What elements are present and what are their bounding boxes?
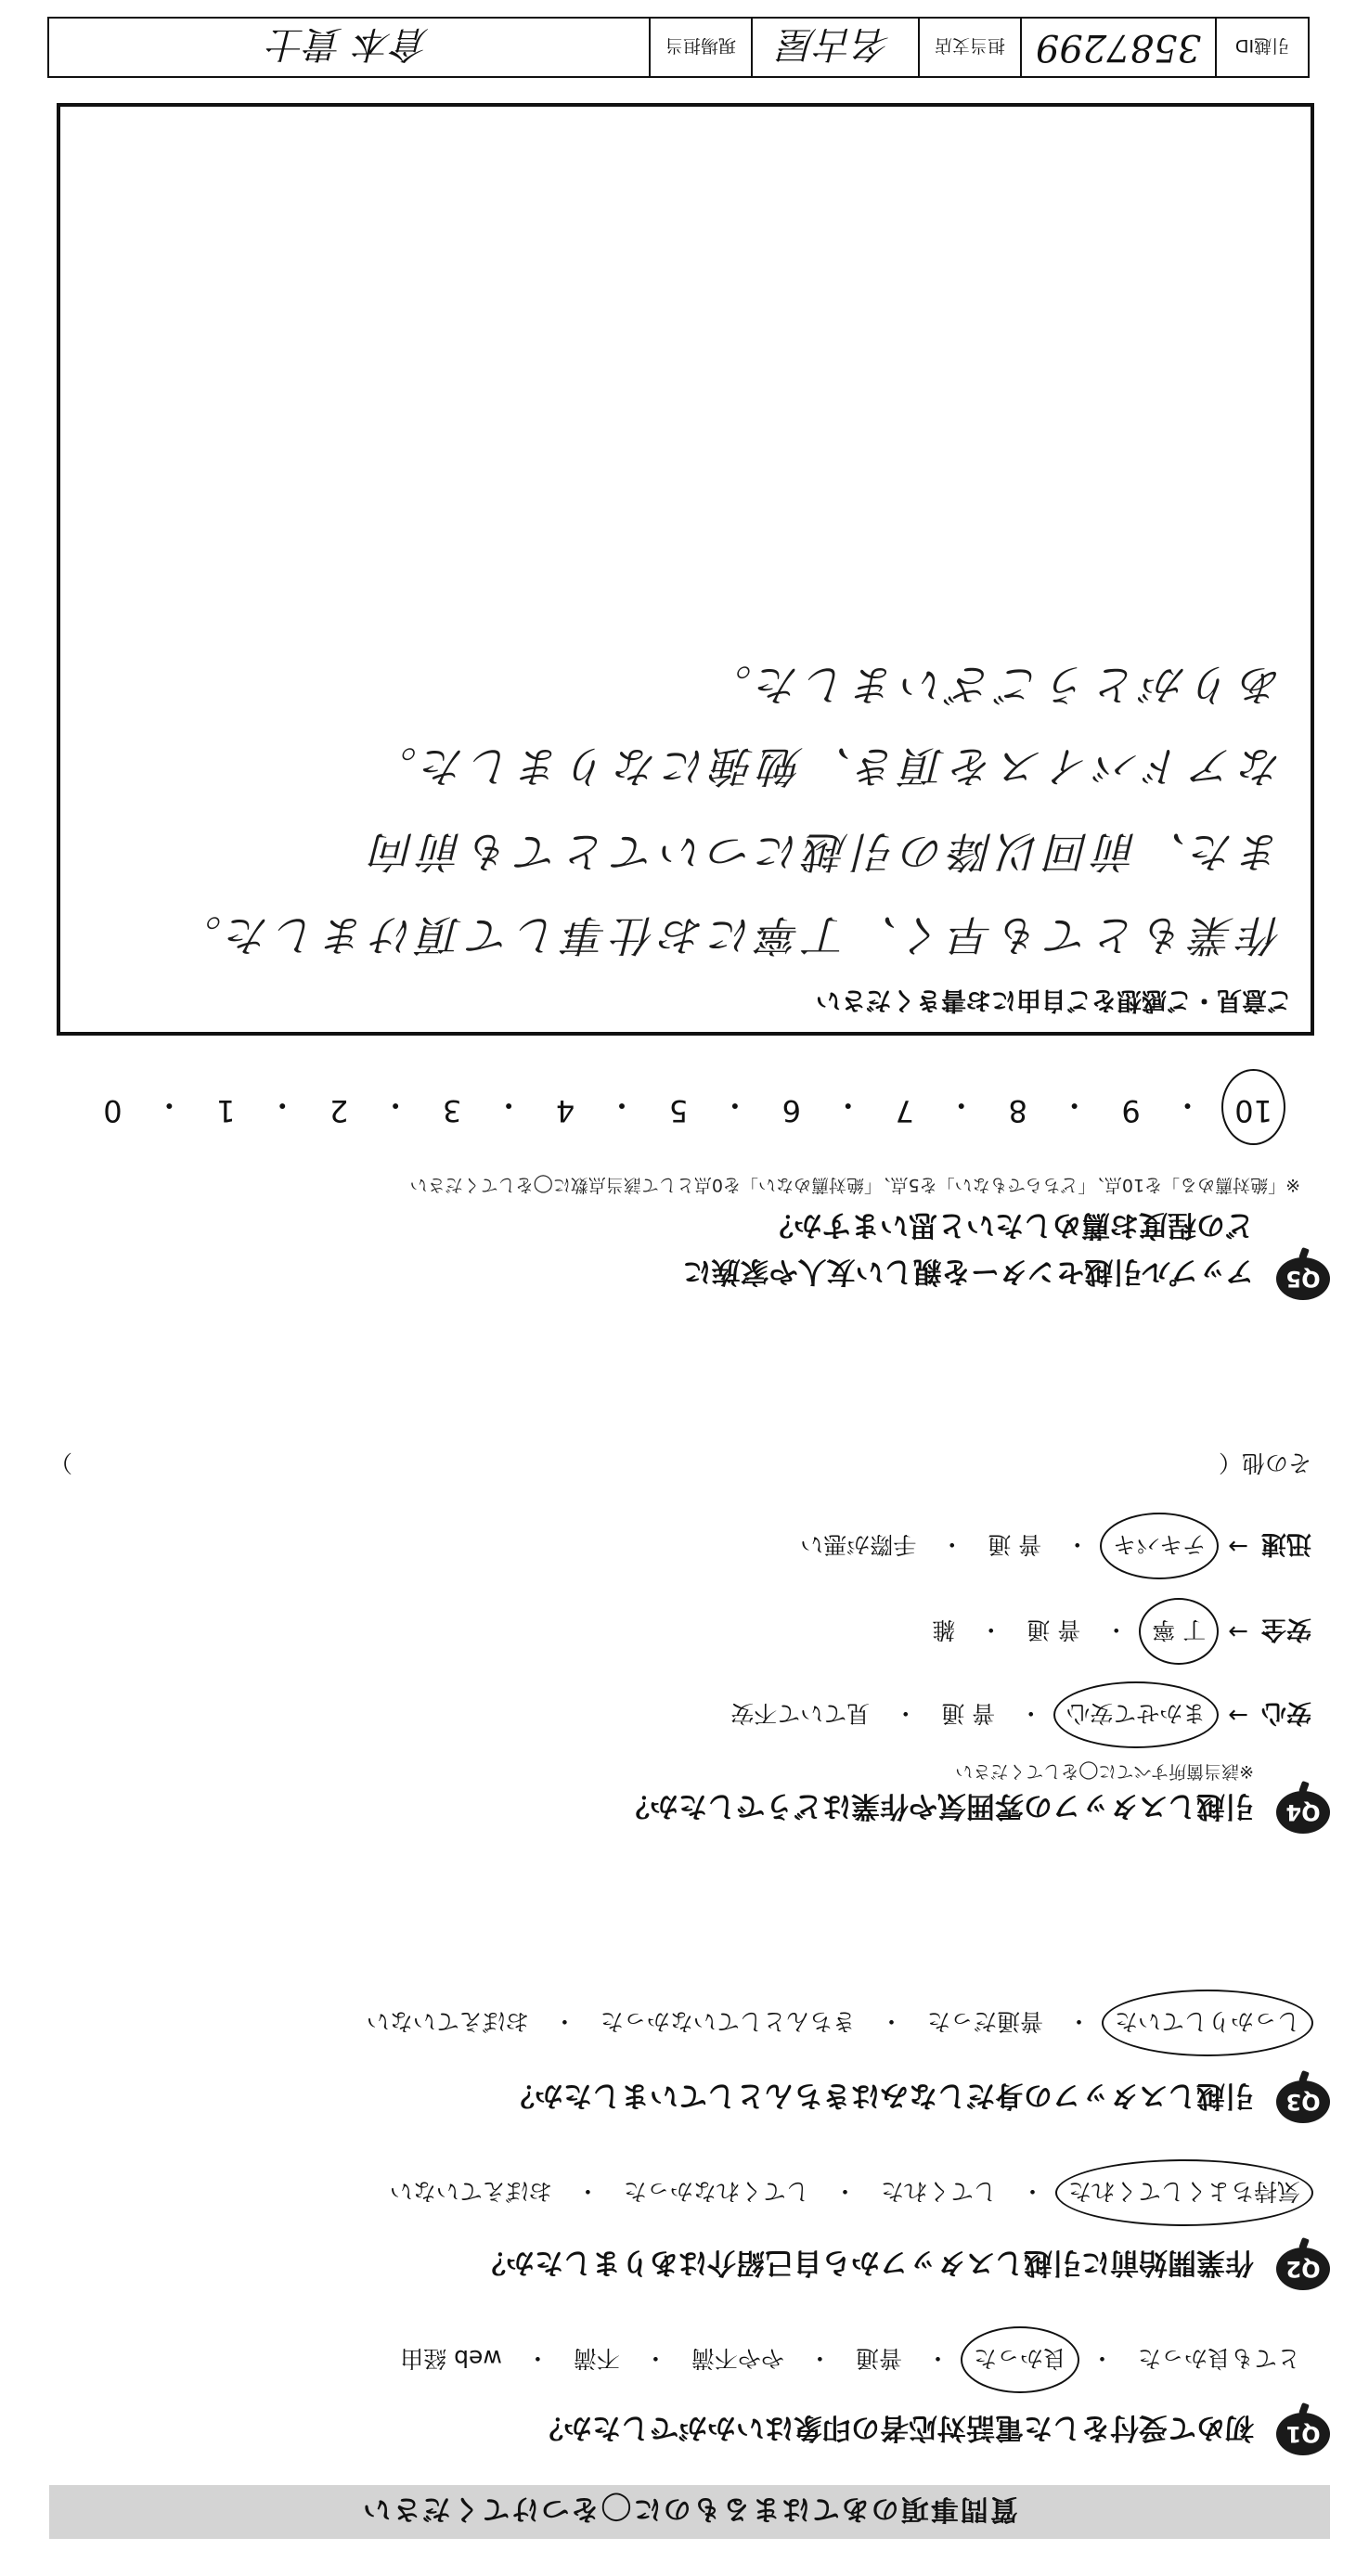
q4-row-label: 安全 xyxy=(1261,1615,1311,1643)
scale-option-selected[interactable]: 10 xyxy=(1234,1086,1272,1128)
q1-option[interactable]: 普通 xyxy=(855,2345,902,2372)
scale-option[interactable]: 9 xyxy=(1121,1093,1141,1128)
q2-option[interactable]: おぼえていない xyxy=(389,2178,552,2205)
scale-option[interactable]: 4 xyxy=(555,1093,575,1128)
q3-options: しっかりしていた ・ 普通だった ・ きちんとしていなかった ・ おぼえていない xyxy=(367,2006,1300,2040)
scale-option[interactable]: 0 xyxy=(103,1093,123,1128)
q2-options: 気持ちよくしてくれた ・ してくれた ・ してくれなかった ・ おぼえていない xyxy=(390,2176,1300,2209)
comment-line: なアドバイスを頂き、勉強になりました。 xyxy=(368,741,1283,792)
scale-option[interactable]: 3 xyxy=(442,1093,462,1128)
q3-badge: Q3 xyxy=(1276,2080,1330,2123)
q2-question: 作業開始前に引越しスタッフから自己紹介はありましたか？ xyxy=(477,2246,1254,2279)
branch-value-cell xyxy=(751,19,918,76)
leader-value-cell xyxy=(49,19,649,76)
q5-question-line2: どの程度お薦めしたいと思いますか？ xyxy=(765,1208,1254,1242)
scale-option[interactable]: 5 xyxy=(668,1093,689,1128)
q4-other-row xyxy=(49,1448,1311,1481)
id-label-cell xyxy=(1215,19,1308,76)
q5-scale: 10 ・ 9 ・ 8 ・ 7 ・ 6 ・ 5 ・ 4 ・ 3 ・ 2 ・ 1 ・ 0 xyxy=(103,1088,1272,1128)
q4-row-anzen: 安全 → 丁 寧 ・ 普 通 ・ 雑 xyxy=(932,1614,1311,1650)
q1-option[interactable]: web 経由 xyxy=(400,2345,502,2372)
arrow-icon: → xyxy=(1228,1617,1248,1646)
leader-value: 倉本 貴士 xyxy=(268,22,430,66)
comment-line: ありがとうございました。 xyxy=(704,660,1283,710)
q5-note: ※「絶対薦める」を10点、「どちらでもない」を5点、「絶対薦めない」を0点として該当点数に◯をしてください xyxy=(409,1175,1300,1195)
q4-badge: Q4 xyxy=(1276,1791,1330,1834)
q3-option[interactable]: おぼえていない xyxy=(366,2008,529,2035)
comment-line: また、前回以降の引越についてとても前向 xyxy=(366,827,1283,877)
id-label: 引越ID xyxy=(1234,35,1290,57)
leader-label-cell xyxy=(649,19,751,76)
q4-other-close: ） xyxy=(49,1449,73,1476)
q4-option[interactable]: 見ていて不安 xyxy=(730,1700,871,1728)
instruction-text: 質問事項のあてはまるものに◯をつけてください xyxy=(361,2492,1018,2525)
q4-option-selected[interactable]: テキパキ xyxy=(1113,1530,1206,1564)
q4-other-label: その他（ xyxy=(1218,1449,1311,1476)
q4-option[interactable]: 普 通 xyxy=(941,1700,996,1728)
q2-option[interactable]: してくれなかった xyxy=(623,2178,809,2205)
q4-row-label: 迅速 xyxy=(1261,1529,1311,1558)
instruction-band xyxy=(49,2485,1330,2539)
branch-value: 名古屋 xyxy=(780,22,891,66)
id-value-cell xyxy=(1020,19,1215,76)
scale-option[interactable]: 1 xyxy=(216,1093,236,1128)
q1-badge: Q1 xyxy=(1276,2413,1330,2455)
q4-option[interactable]: 手際が悪い xyxy=(800,1531,917,1559)
q2-badge: Q2 xyxy=(1276,2248,1330,2290)
q4-row-label: 安心 xyxy=(1261,1698,1311,1727)
scale-option[interactable]: 8 xyxy=(1008,1093,1027,1128)
q2-option[interactable]: してくれた xyxy=(880,2178,997,2205)
q4-option[interactable]: 雑 xyxy=(932,1616,956,1644)
scale-option[interactable]: 7 xyxy=(895,1093,914,1128)
leader-label: 現場担当 xyxy=(665,35,737,57)
q4-option-selected[interactable]: 丁 寧 xyxy=(1152,1616,1206,1649)
q4-row-anshin: 安心 → まかせて安心 ・ 普 通 ・ 見ていて不安 xyxy=(730,1697,1311,1733)
q2-option-selected[interactable]: 気持ちよくしてくれた xyxy=(1068,2176,1300,2209)
comment-heading: ご意見・ご感想をご自由にお書きください xyxy=(816,985,1292,1014)
q1-option[interactable]: やや不満 xyxy=(691,2345,784,2372)
id-value: 3587299 xyxy=(1035,26,1202,69)
arrow-icon: → xyxy=(1228,1701,1248,1730)
q4-question: 引越しスタッフの雰囲気や作業はどうでしたか？ xyxy=(621,1789,1254,1823)
q4-option-selected[interactable]: まかせて安心 xyxy=(1066,1699,1206,1732)
q5-question-line1: アップル引越センターを親しい友人や家族に xyxy=(682,1255,1254,1288)
branch-label: 担当支店 xyxy=(935,35,1006,57)
comment-line: 作業もとても早く、丁寧にお仕事して頂けました。 xyxy=(173,910,1283,960)
q1-option[interactable]: とても良かった xyxy=(1137,2345,1300,2372)
q4-note: ※該当箇所すべてに◯をしてください xyxy=(955,1761,1254,1782)
q4-row-jinsoku: 迅速 → テキパキ ・ 普 通 ・ 手際が悪い xyxy=(800,1528,1311,1565)
q3-question: 引越しスタッフの身だしなみはきちんとしていましたか？ xyxy=(506,2079,1254,2112)
q4-option[interactable]: 普 通 xyxy=(988,1531,1042,1559)
q1-option-selected[interactable]: 良かった xyxy=(974,2343,1066,2376)
q4-option[interactable]: 普 通 xyxy=(1027,1616,1081,1644)
q1-options: とても良かった ・ 良かった ・ 普通 ・ やや不満 ・ 不満 ・ web 経由 xyxy=(400,2343,1300,2376)
q3-option-selected[interactable]: しっかりしていた xyxy=(1115,2006,1300,2040)
header-strip xyxy=(47,17,1310,78)
q1-option[interactable]: 不満 xyxy=(573,2345,620,2372)
comment-box[interactable] xyxy=(57,103,1314,1036)
q3-option[interactable]: きちんとしていなかった xyxy=(600,2008,856,2035)
scale-option[interactable]: 6 xyxy=(781,1093,802,1128)
q3-option[interactable]: 普通だった xyxy=(926,2008,1043,2035)
arrow-icon: → xyxy=(1228,1532,1248,1561)
q5-badge: Q5 xyxy=(1276,1257,1330,1300)
q1-question: 初めて受付をした電話対応者の印象はいかがでしたか？ xyxy=(535,2411,1254,2444)
scale-option[interactable]: 2 xyxy=(329,1093,349,1128)
branch-label-cell xyxy=(918,19,1020,76)
